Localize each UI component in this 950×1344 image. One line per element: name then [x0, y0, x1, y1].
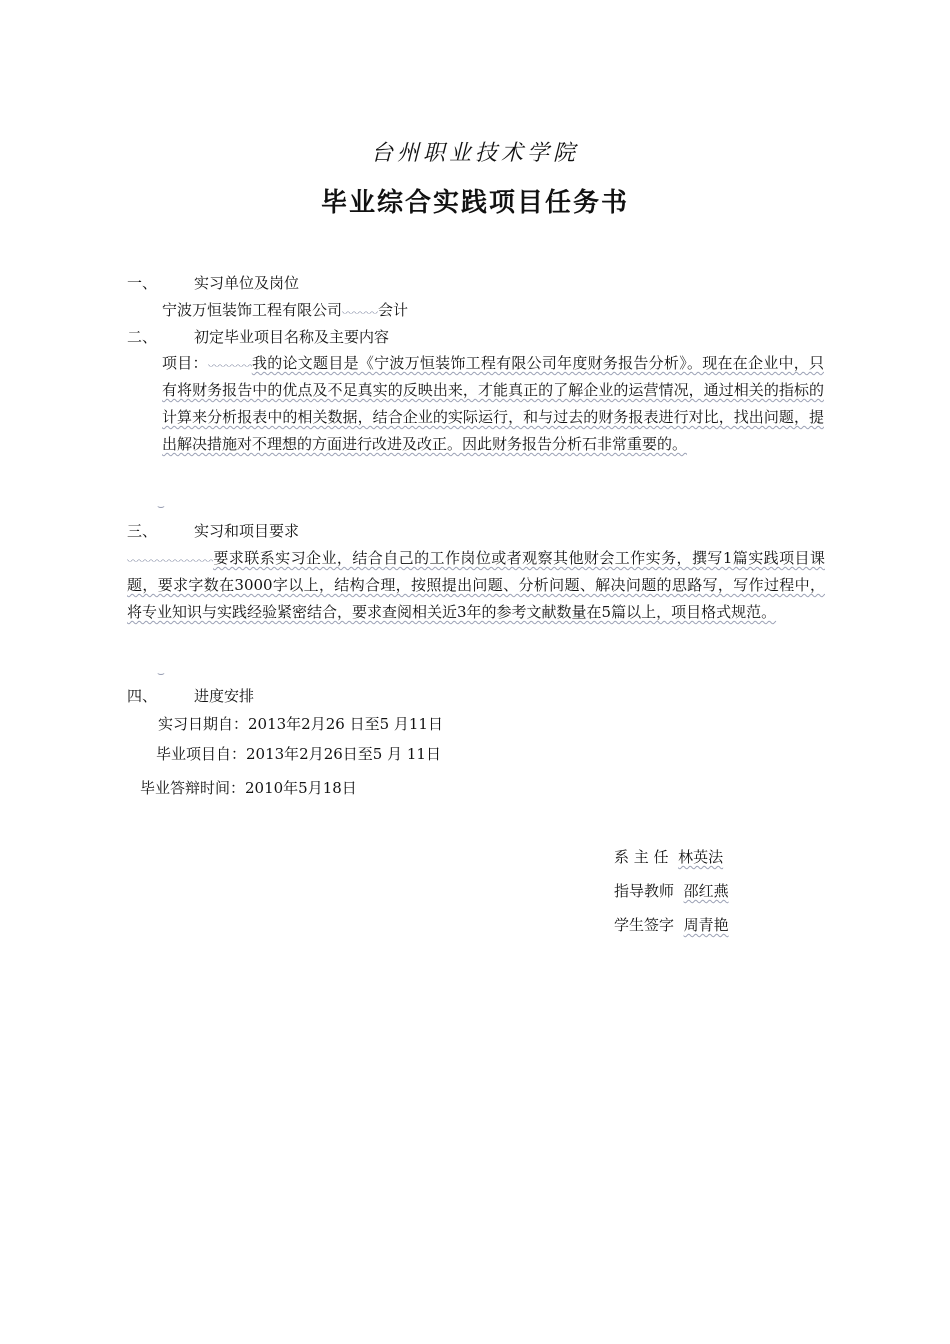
- project-description: [162, 350, 824, 458]
- wavy-mark: [342, 303, 378, 315]
- wavy-mark: [127, 551, 213, 563]
- section-3-number: 三、: [127, 522, 158, 540]
- section-1-title: 实习单位及岗位: [194, 274, 300, 292]
- project-label: 项目：: [162, 354, 208, 372]
- director-label: 系 主 任: [614, 848, 669, 866]
- advisor-name: 邵红燕: [683, 882, 729, 900]
- advisor-signature: [614, 882, 787, 901]
- student-signature: [614, 916, 771, 935]
- student-label: 学生签字: [614, 916, 675, 934]
- document-title: 毕业综合实践项目任务书: [320, 188, 629, 218]
- section-2-number: 二、: [127, 328, 158, 346]
- section-2-title: 初定毕业项目名称及主要内容: [194, 328, 390, 346]
- student-name: 周青艳: [683, 916, 729, 934]
- section-3-title: 实习和项目要求: [194, 522, 300, 540]
- requirements-paragraph: 要求联系实习企业，结合自己的工作岗位或者观察其他财会工作实务，撰写1篇实践项目课题，要求字数在3000字以上，结构合理，按照提出问题、分析问题、解决问题的思路写，写作过程中，将专业知识与实践经验紧密结合，要求查阅相关近3年的参考文献数量在5篇以上，项目格式规范。: [127, 549, 825, 621]
- wavy-mark: [208, 356, 252, 368]
- project-dates: 毕业项目自：2013年2月26日至5 月 11日: [156, 745, 441, 763]
- wavy-mark: ⌣: [157, 666, 165, 680]
- internship-unit: [162, 301, 408, 320]
- director-signature: [614, 848, 771, 867]
- internship-dates: 实习日期自：2013年2月26 日至5 月11日: [158, 715, 443, 733]
- section-1-number: 一、: [127, 274, 158, 292]
- school-name: 台州职业技术学院: [370, 141, 579, 166]
- section-4-number: 四、: [127, 687, 158, 705]
- advisor-label: 指导教师: [614, 882, 675, 900]
- project-paragraph: 我的论文题目是《宁波万恒装饰工程有限公司年度财务报告分析》。现在在企业中，只有将财务报告中的优点及不足真实的反映出来，才能真正的了解企业的运营情况，通过相关的指标的计算来分析报表中的相关数据，结合企业的实际运行，和与过去的财务报表进行对比，找出问题，提出解决措施对不理想的方面进行改进及改正。因此财务报告分析石非常重要的。: [162, 354, 824, 453]
- defense-date: 毕业答辩时间：2010年5月18日: [140, 779, 357, 797]
- job-position: 会计: [378, 301, 409, 319]
- section-4-title: 进度安排: [194, 687, 255, 705]
- requirements-description: [127, 545, 825, 626]
- wavy-mark: ⌣: [157, 499, 165, 513]
- company-name: 宁波万恒装饰工程有限公司: [162, 301, 343, 319]
- director-name: 林英法: [678, 848, 724, 866]
